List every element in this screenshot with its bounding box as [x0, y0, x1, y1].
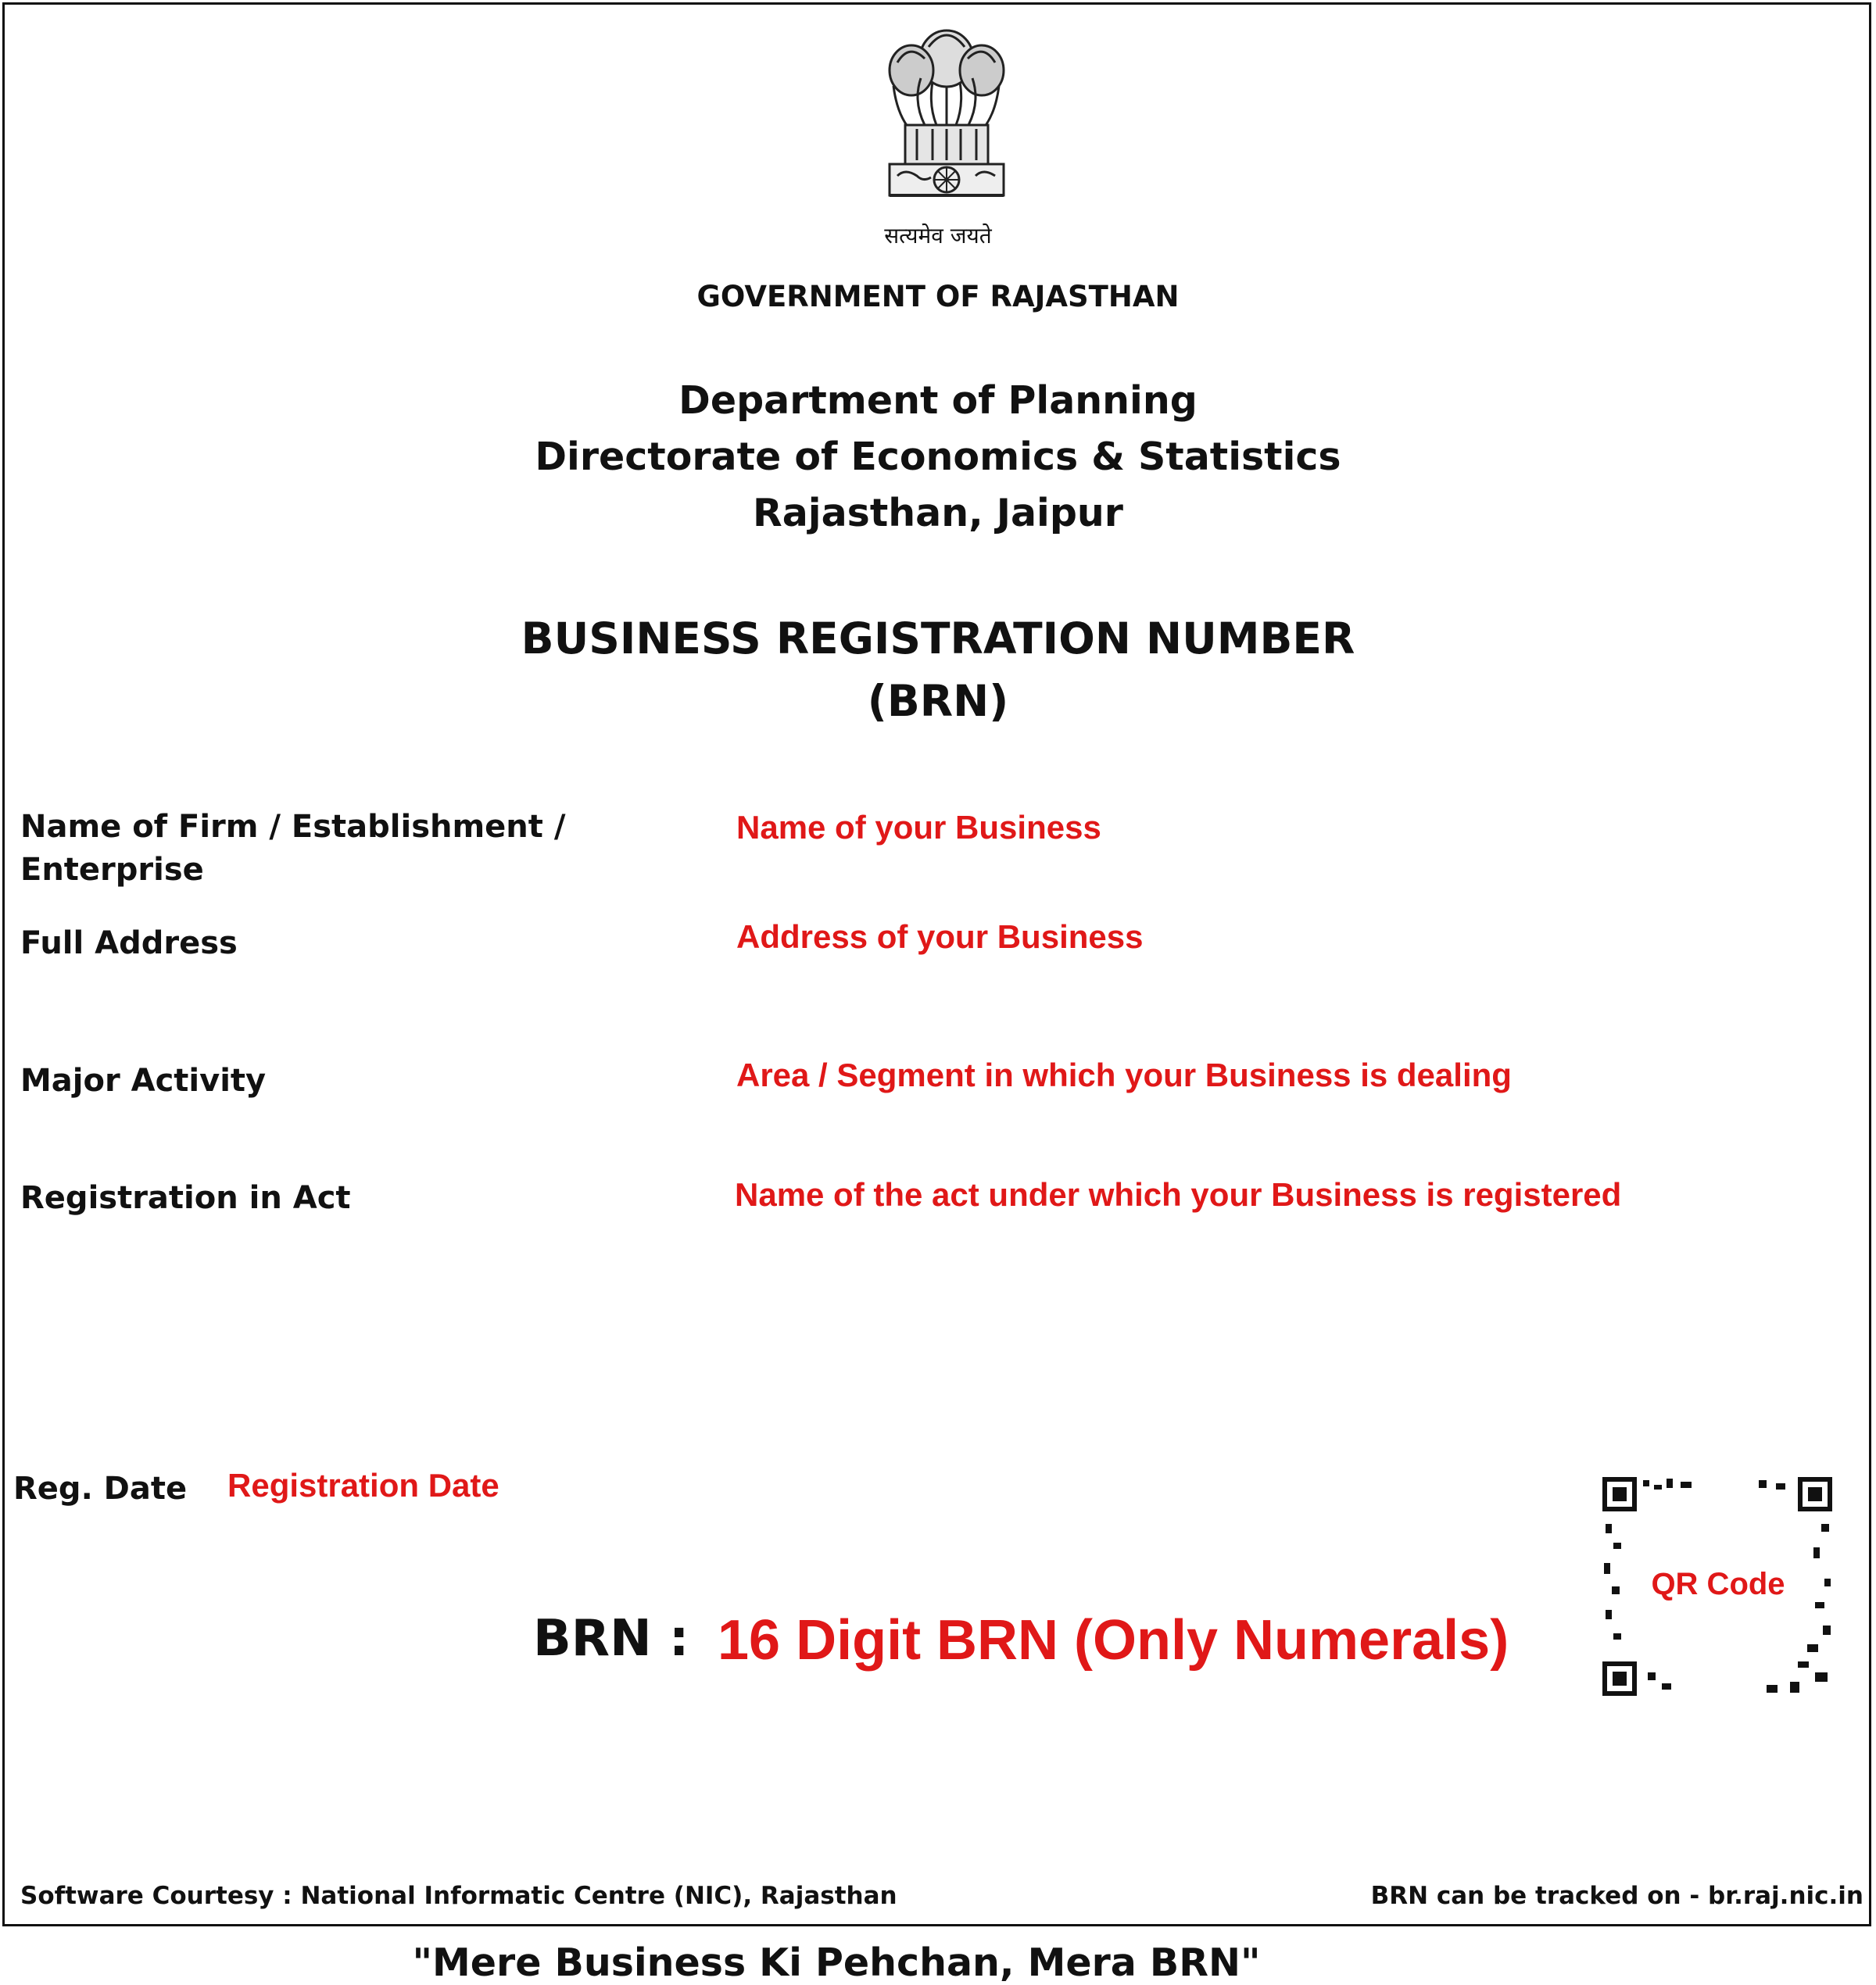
slogan: "Mere Business Ki Pehchan, Mera BRN" — [412, 1940, 1261, 1985]
location-name: Rajasthan, Jaipur — [753, 491, 1123, 535]
brn-label: BRN : — [533, 1610, 689, 1668]
firm-name-value: Name of your Business — [736, 809, 1101, 846]
certificate-title: BUSINESS REGISTRATION NUMBER — [521, 613, 1355, 663]
address-label: Full Address — [20, 925, 238, 961]
act-label: Registration in Act — [20, 1180, 351, 1216]
reg-date-value: Registration Date — [227, 1467, 499, 1504]
directorate-name: Directorate of Economics & Statistics — [535, 435, 1341, 479]
activity-value: Area / Segment in which your Business is dealing — [736, 1057, 1512, 1093]
brn-value: 16 Digit BRN (Only Numerals) — [718, 1609, 1509, 1672]
certificate-subtitle: (BRN) — [867, 676, 1009, 726]
activity-label: Major Activity — [20, 1063, 267, 1099]
government-heading: GOVERNMENT OF RAJASTHAN — [696, 280, 1180, 313]
act-value: Name of the act under which your Business is registered — [735, 1176, 1622, 1213]
emblem-motto: सत्यमेव जयते — [884, 223, 992, 249]
firm-name-label-cont: Enterprise — [20, 852, 204, 888]
reg-date-label: Reg. Date — [13, 1471, 188, 1507]
firm-name-label: Name of Firm / Establishment / — [20, 809, 566, 845]
software-courtesy: Software Courtesy : National Informatic Centre (NIC), Rajasthan — [20, 1882, 897, 1910]
qr-code — [1602, 1477, 1832, 1696]
qr-code-label: QR Code — [1651, 1567, 1785, 1601]
national-emblem-icon — [874, 16, 1019, 215]
department-name: Department of Planning — [678, 378, 1198, 423]
address-value: Address of your Business — [736, 918, 1144, 955]
tracking-info: BRN can be tracked on - br.raj.nic.in — [1370, 1882, 1863, 1910]
